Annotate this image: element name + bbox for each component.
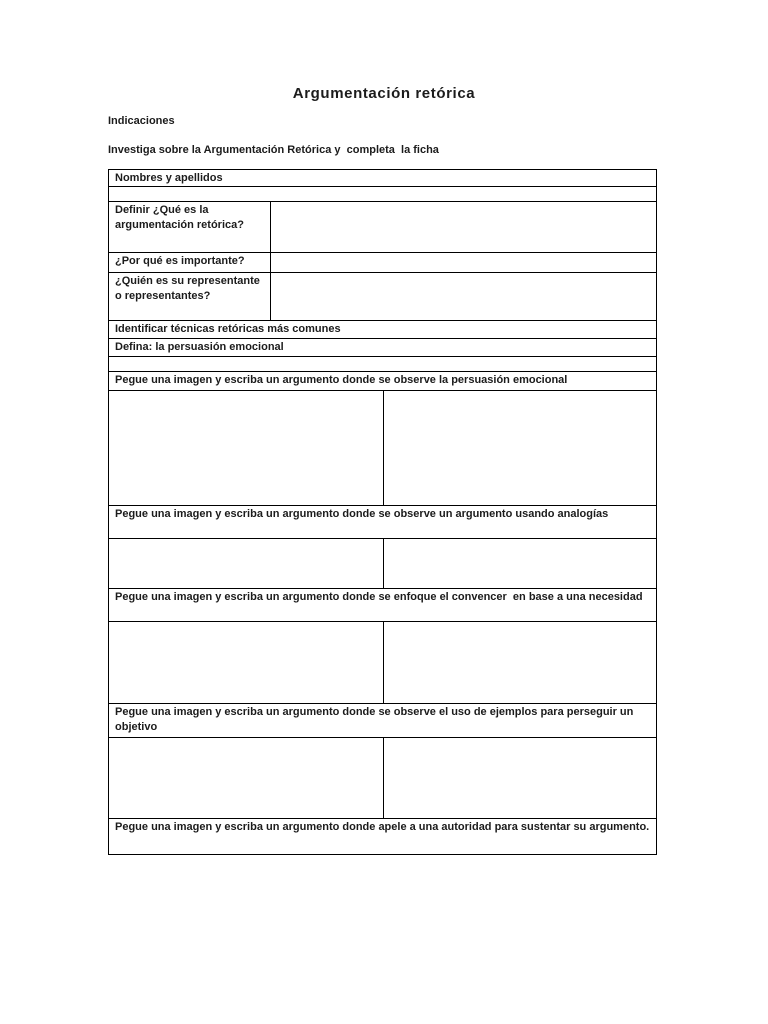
row-definir: [109, 202, 656, 253]
importante-answer-cell[interactable]: [271, 253, 656, 272]
section4-prompt: Pegue una imagen y escriba un argumento donde se observe el uso de ejemplos para perseguir un objetivo: [115, 706, 637, 733]
definir-answer-cell[interactable]: [271, 202, 656, 252]
importante-label-cell: ¿Por qué es importante?: [109, 253, 271, 272]
section3-argument-cell[interactable]: [384, 622, 656, 703]
representante-answer-cell[interactable]: [271, 273, 656, 320]
section2-cells-row: [109, 539, 656, 589]
row-nombres: [109, 170, 656, 187]
row-importante: [109, 253, 656, 273]
section3-image-cell[interactable]: [109, 622, 384, 703]
tecnicas-label: Identificar técnicas retóricas más comunes: [115, 323, 341, 335]
section5-prompt: Pegue una imagen y escriba un argumento donde apele a una autoridad para sustentar su argumento.: [115, 821, 650, 833]
row-spacer: [109, 357, 656, 372]
ficha-table: [108, 169, 657, 855]
nombres-answer-text: [109, 187, 656, 189]
row-tecnicas: [109, 321, 656, 339]
nombres-label: Nombres y apellidos: [115, 172, 223, 184]
section2-prompt: Pegue una imagen y escriba un argumento donde se observe un argumento usando analogías: [115, 508, 609, 520]
representante-label-cell: ¿Quién es su representante o representantes?: [109, 273, 271, 320]
definir-label-cell: Definir ¿Qué es la argumentación retórica?: [109, 202, 271, 252]
section1-argument-cell[interactable]: [384, 391, 656, 505]
section5-prompt-row: [109, 819, 656, 854]
section3-prompt: Pegue una imagen y escriba un argumento donde se enfoque el convencer en base a una necesidad: [115, 591, 643, 603]
section3-cells-row: [109, 622, 656, 704]
section4-image-cell[interactable]: [109, 738, 384, 818]
section2-image-cell[interactable]: [109, 539, 384, 588]
row-defina: [109, 339, 656, 357]
section4-cells-row: [109, 738, 656, 819]
page-title: Argumentación retórica: [292, 85, 476, 102]
section4-argument-cell[interactable]: [384, 738, 656, 818]
section2-prompt-row: [109, 506, 656, 539]
section1-prompt: Pegue una imagen y escriba un argumento donde se observe la persuasión emocional: [115, 374, 568, 386]
section1-image-cell[interactable]: [109, 391, 384, 505]
row-representante: [109, 273, 656, 321]
indications-label: Indicaciones: [108, 115, 175, 127]
section2-argument-cell[interactable]: [384, 539, 656, 588]
instruction-text: Investiga sobre la Argumentación Retórica y completa la ficha: [108, 144, 439, 156]
nombres-answer-cell[interactable]: [109, 187, 656, 202]
defina-label: Defina: la persuasión emocional: [115, 341, 284, 353]
section3-prompt-row: [109, 589, 656, 622]
section1-prompt-row: [109, 372, 656, 391]
section1-cells-row: [109, 391, 656, 506]
section4-prompt-row: [109, 704, 656, 738]
